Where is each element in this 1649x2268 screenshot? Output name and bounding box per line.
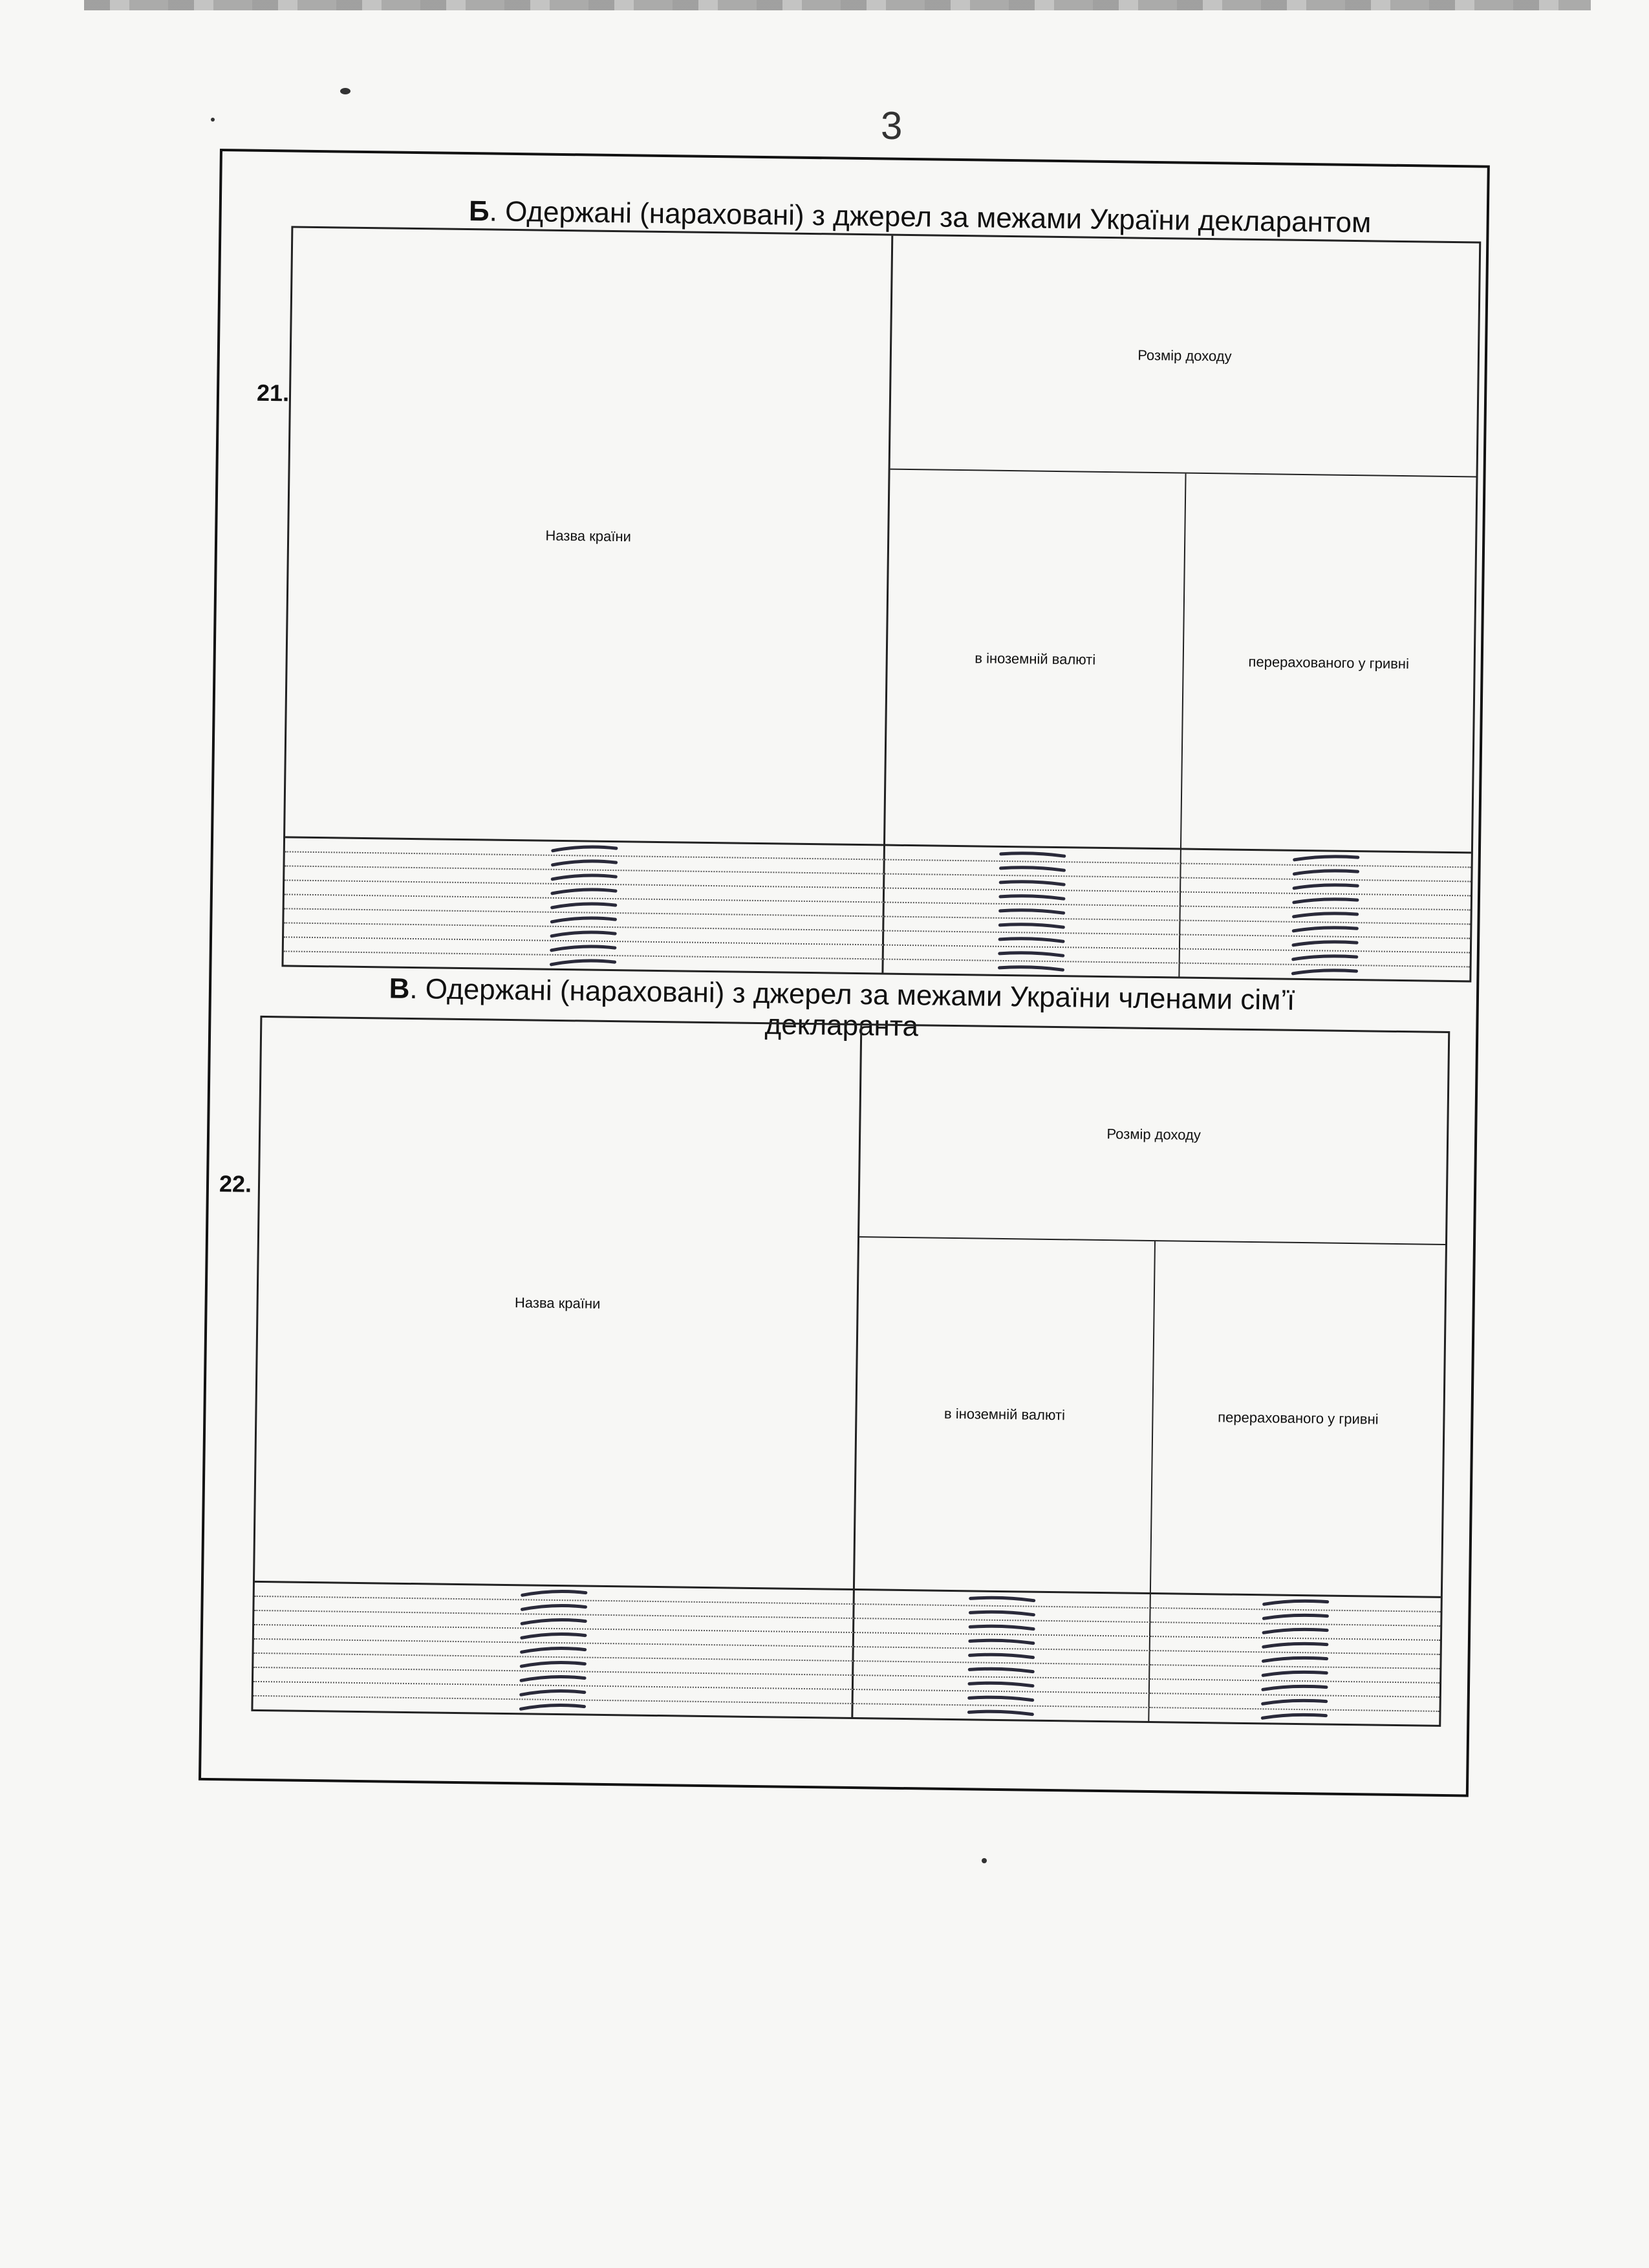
- handwritten-dash-mark: [997, 862, 1068, 875]
- handwritten-dash-mark: [517, 1643, 588, 1656]
- handwritten-dash-mark: [548, 856, 620, 870]
- section-b-row-number: 21.: [256, 379, 290, 407]
- header-converted-uah: перерахованого у гривні: [1181, 474, 1476, 854]
- handwritten-dash-mark: [967, 1592, 1038, 1605]
- handwritten-dash-mark: [1289, 951, 1361, 965]
- section-v-table: [251, 1016, 1450, 1727]
- handwritten-dash-mark: [548, 884, 619, 898]
- handwritten-dash-mark: [996, 919, 1067, 932]
- handwritten-dash-mark: [548, 870, 620, 884]
- handwritten-dash-mark: [997, 904, 1068, 918]
- handwritten-dash-mark: [1260, 1596, 1331, 1609]
- page-frame: [199, 149, 1490, 1797]
- handwritten-dash-mark: [517, 1671, 588, 1685]
- handwritten-dash-mark: [1290, 894, 1361, 908]
- handwritten-dash-mark: [965, 1663, 1037, 1676]
- handwritten-dash-mark: [517, 1629, 588, 1642]
- handwritten-dash-mark: [548, 927, 619, 941]
- header-country: Назва країни: [255, 1018, 862, 1590]
- handwritten-dash-mark: [1289, 923, 1361, 936]
- handwritten-dash-mark: [996, 933, 1067, 947]
- handwritten-dash-mark: [1259, 1667, 1330, 1680]
- handwritten-dash-mark: [966, 1620, 1037, 1634]
- handwritten-dash-mark: [996, 947, 1067, 961]
- handwritten-dash-mark: [965, 1691, 1037, 1705]
- handwritten-dash-mark: [518, 1600, 589, 1614]
- header-converted-uah: перерахованого у гривні: [1151, 1241, 1445, 1598]
- scan-speck: [211, 118, 215, 122]
- handwritten-dash-mark: [1258, 1709, 1330, 1723]
- scan-speck: [340, 88, 350, 94]
- handwritten-dash-mark: [518, 1614, 589, 1628]
- handwritten-dash-mark: [966, 1606, 1037, 1620]
- handwritten-dash-mark: [966, 1634, 1037, 1648]
- section-b-title-text: . Одержані (нараховані) з джерел за межами України декларантом: [489, 195, 1372, 239]
- handwritten-dash-mark: [965, 1677, 1037, 1691]
- handwritten-dash-mark: [1291, 851, 1362, 865]
- handwritten-dash-mark: [1260, 1624, 1331, 1638]
- handwritten-dash-mark: [1259, 1695, 1330, 1709]
- handwritten-dash-mark: [997, 876, 1068, 890]
- page-number: 3: [881, 104, 903, 147]
- handwritten-dash-mark: [517, 1657, 588, 1671]
- handwritten-dash-mark: [1290, 908, 1361, 922]
- handwritten-dash-mark: [517, 1700, 588, 1713]
- header-country: Назва країни: [285, 228, 893, 846]
- handwritten-dash-mark: [965, 1649, 1037, 1662]
- handwritten-dash-mark: [548, 899, 619, 912]
- handwritten-dash-mark: [547, 956, 618, 969]
- handwritten-dash-mark: [1259, 1681, 1330, 1695]
- handwritten-dash-mark: [1289, 937, 1361, 950]
- section-b-letter: Б: [468, 195, 490, 228]
- handwritten-dash-mark: [1290, 866, 1361, 879]
- handwritten-dash-mark: [965, 1706, 1036, 1719]
- handwritten-dash-mark: [997, 890, 1068, 904]
- scan-edge-artifact: [84, 0, 1591, 10]
- section-v-letter: В: [389, 972, 410, 1005]
- scan-speck: [982, 1858, 987, 1863]
- section-v-title-text: . Одержані (нараховані) з джерел за межами України членами сім’ї декларанта: [409, 972, 1295, 1043]
- handwritten-dash-mark: [517, 1685, 588, 1699]
- header-foreign-currency: в іноземній валюті: [885, 470, 1187, 850]
- handwritten-dash-mark: [1290, 880, 1361, 893]
- header-foreign-currency: в іноземній валюті: [855, 1237, 1156, 1594]
- handwritten-dash-mark: [518, 1586, 589, 1599]
- header-income-size: Розмір доходу: [859, 1025, 1448, 1245]
- handwritten-dash-mark: [1259, 1653, 1330, 1666]
- section-v-row-number: 22.: [219, 1170, 252, 1197]
- handwritten-dash-mark: [997, 848, 1068, 861]
- handwritten-dash-mark: [1289, 965, 1360, 979]
- handwritten-dash-mark: [1260, 1638, 1331, 1652]
- handwritten-dash-mark: [548, 842, 620, 855]
- header-income-size: Розмір доходу: [890, 236, 1480, 478]
- section-b-table: [281, 226, 1481, 982]
- handwritten-dash-mark: [1260, 1610, 1331, 1623]
- handwritten-dash-mark: [995, 961, 1066, 975]
- handwritten-dash-mark: [548, 913, 619, 926]
- handwritten-dash-mark: [547, 941, 618, 955]
